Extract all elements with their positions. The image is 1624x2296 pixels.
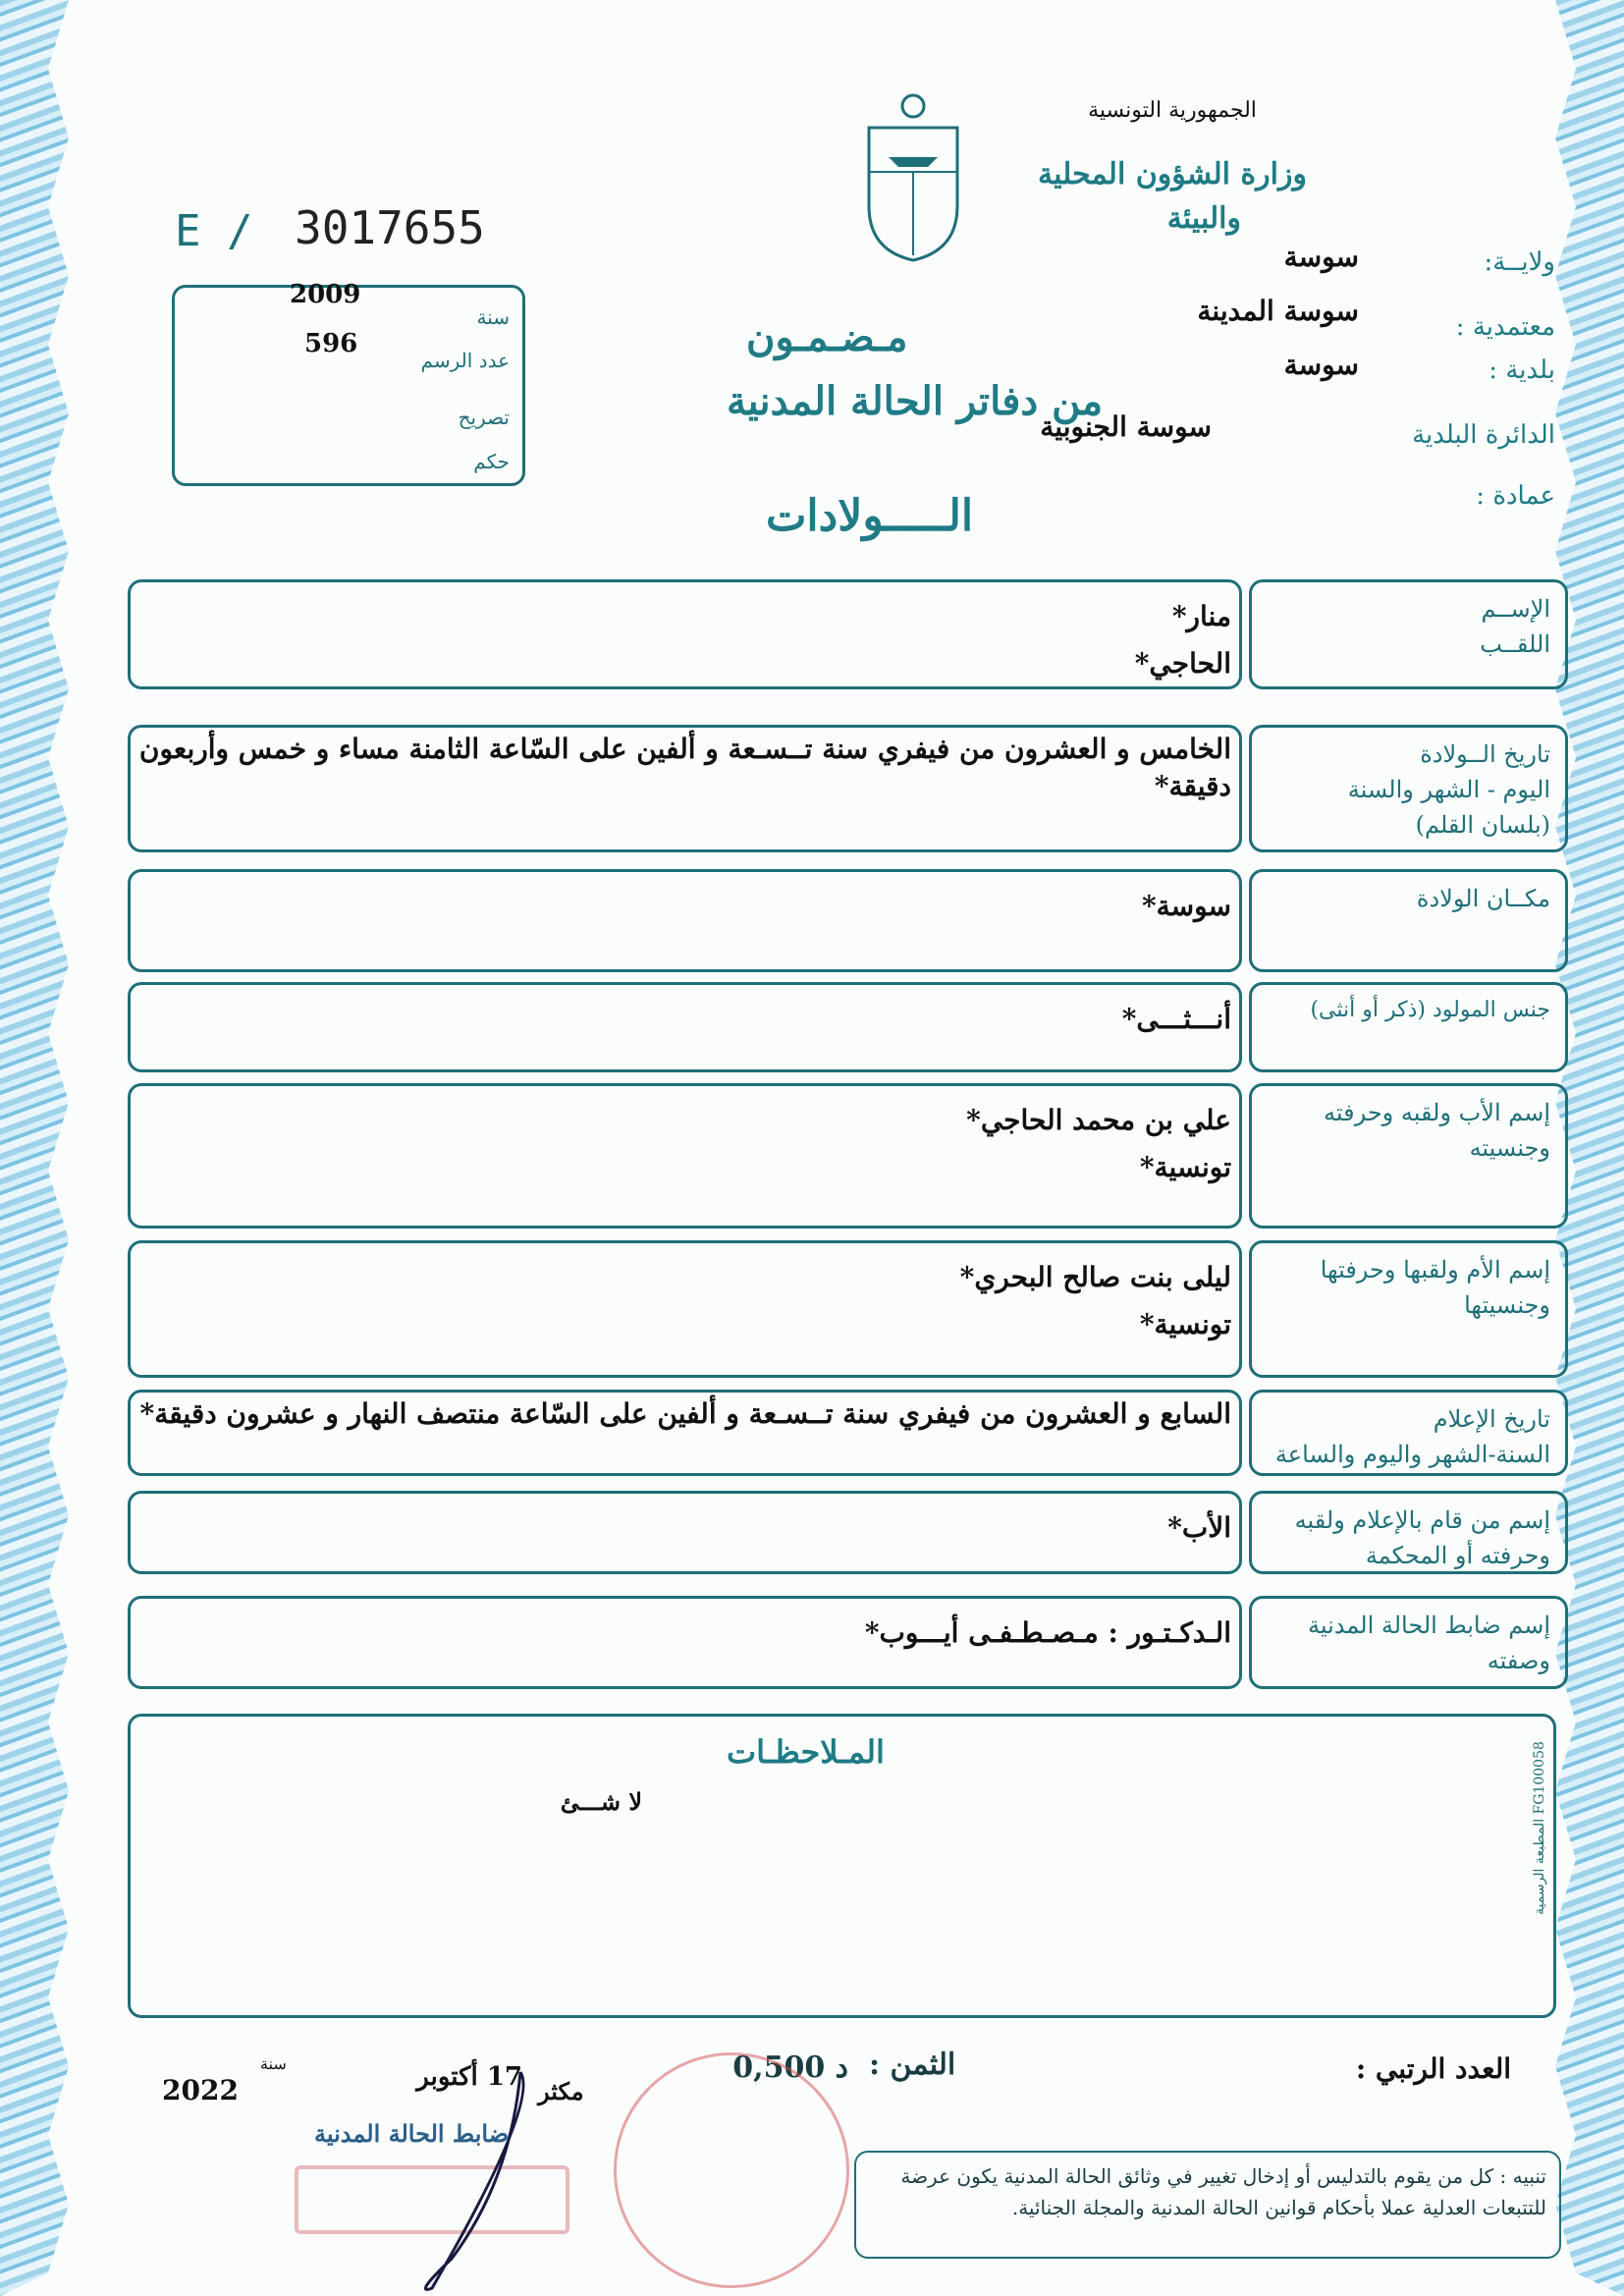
warning-text: تنبيه : كل من يقوم بالتدليس أو إدخال تغيير في وثائق الحالة المدنية يكون عرضة للتتبعات العدلية عملا بأحكام قوانين الحالة المدنية والمجلة الجنائية. [900, 2164, 1546, 2219]
printer-mark: المطبعة الرسمية FG100058 [1532, 1741, 1547, 1915]
remarks-title: المـلاحظـات [727, 1733, 885, 1771]
section-title: الـــــولادات [766, 491, 974, 541]
ministry-name: وزارة الشؤون المحلية [1038, 157, 1307, 191]
row-label: إسم الأم ولقبها وحرفتها وجنسيتها [1320, 1256, 1550, 1319]
register-year: 2009 [290, 280, 361, 309]
municipality-value: سوسة [1283, 349, 1359, 381]
municipality-label: بلدية : [1489, 355, 1555, 385]
official-seal-stamp [614, 2052, 849, 2288]
issue-date: 17 أكتوبر [416, 2062, 522, 2092]
row-value: منار* الحاجي* [1134, 600, 1231, 680]
signature [373, 2062, 540, 2296]
issue-place: مكثر [538, 2077, 584, 2105]
row-value: أنـــثـــى* [1121, 1003, 1231, 1035]
serial-prefix: E / [175, 206, 253, 256]
row-label: جنس المولود (ذكر أو أنثى) [1310, 998, 1550, 1022]
judgment-label: حكم [473, 450, 510, 473]
document-title: مـضـمـون [746, 314, 908, 360]
district-value: سوسة الجنوبية [1040, 410, 1212, 443]
row-label: إسم الأب ولقبه وحرفته وجنسيته [1324, 1099, 1550, 1162]
row-value: الـدكـتـور : مـصـطـفـى أيـــوب* [864, 1616, 1231, 1649]
register-number: 596 [304, 329, 358, 358]
officer-stamp: ضابط الحالة المدنية [314, 2119, 510, 2148]
register-number-label: عدد الرسم [420, 349, 510, 372]
row-value: الأب* [1167, 1511, 1231, 1544]
declaration-label: تصريح [458, 406, 510, 429]
price-value: 0,500 د [732, 2050, 848, 2085]
row-value: ليلى بنت صالح البحري* تونسية* [959, 1261, 1231, 1340]
issue-year-label: سنة [260, 2054, 287, 2073]
governorate-value: سوسة [1283, 241, 1359, 273]
row-value: الخامس و العشرون من فيفري سنة تــسـعة و ألفين على السّاعة الثامنة مساء و خمس وأربعون دقيقة* [138, 733, 1231, 802]
sector-label: عمادة : [1476, 481, 1555, 511]
row-value: علي بن محمد الحاجي* تونسية* [966, 1104, 1231, 1183]
document-subtitle: من دفاتر الحالة المدنية [727, 378, 1103, 424]
ministry-name-2: والبيئة [1166, 201, 1241, 236]
security-border-left [0, 0, 69, 2296]
row-label: إسم ضابط الحالة المدنية وصفته [1308, 1612, 1550, 1674]
row-value: السابع و العشرون من فيفري سنة تــسـعة و ألفين على السّاعة منتصف النهار و عشرون دقيقة* [139, 1397, 1231, 1430]
governorate-label: ولايــة: [1484, 247, 1555, 277]
delegation-label: معتمدية : [1455, 312, 1555, 342]
coat-of-arms-emblem [859, 88, 967, 265]
issue-year: 2022 [162, 2074, 239, 2106]
row-value: سوسة* [1141, 890, 1231, 922]
delegation-value: سوسة المدينة [1197, 295, 1359, 327]
serial-order-label: العدد الرتبي : [1355, 2052, 1511, 2085]
register-year-label: سنة [476, 305, 510, 329]
row-label: تاريخ الــولادة اليوم - الشهر والسنة (بلسان القلم) [1347, 740, 1550, 839]
republic-name: الجمهورية التونسية [1088, 98, 1257, 123]
row-label: تاريخ الإعلام السنة-الشهر واليوم والساعة [1274, 1405, 1550, 1468]
register-box [172, 285, 525, 486]
row-label: الإســم اللقــب [1480, 595, 1550, 658]
price-label: الثمن : [869, 2048, 956, 2082]
remarks-value: لا شـــئ [560, 1787, 642, 1816]
row-label: مكــان الولادة [1416, 885, 1550, 912]
row-label: إسم من قام بالإعلام ولقبه وحرفته أو المحكمة [1294, 1506, 1550, 1569]
district-label: الدائرة البلدية [1412, 420, 1555, 450]
serial-number: 3017655 [295, 201, 485, 254]
